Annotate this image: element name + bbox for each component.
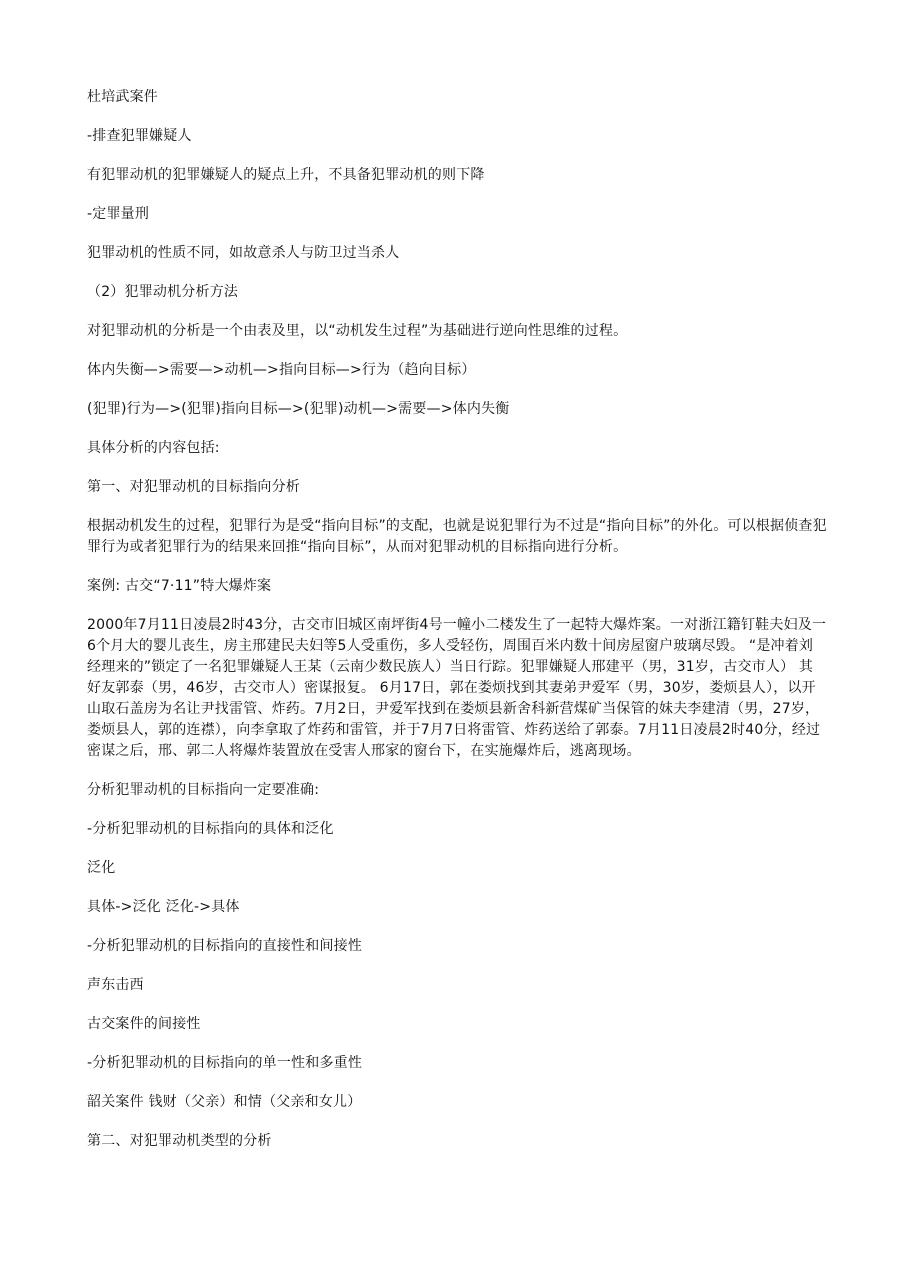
- paragraph-sentencing: -定罪量刑: [87, 206, 150, 222]
- paragraph-gujiao-indirect: 古交案件的间接性: [87, 1016, 201, 1032]
- paragraph-specific-vs-general: -分析犯罪动机的目标指向的具体和泛化: [87, 821, 334, 837]
- paragraph-direct-vs-indirect: -分析犯罪动机的目标指向的直接性和间接性: [87, 938, 363, 954]
- paragraph-accuracy-note: 分析犯罪动机的目标指向一定要准确:: [87, 782, 320, 798]
- paragraph-forward-chain: 体内失衡—>需要—>动机—>指向目标—>行为（趋向目标）: [87, 362, 476, 378]
- paragraph-case-example-body: 2000年7月11日凌晨2时43分，古交市旧城区南坪街4号一幢小二楼发生了一起特大爆炸案。一对浙江籍钉鞋夫妇及一6个月大的婴儿丧生，房主邢建民夫妇等5人受重伤，多人受轻伤，周围百米内数十间房屋窗户玻璃尽毁。 “是冲着刘经理来的”锁定了一名犯罪嫌疑人王某（云南少数民族人）当日行踪。犯罪嫌疑人邢建平（男，31岁，古交市人） 其好友郭泰（男，46岁，古交市人）密谋报复。 6月17日，郭在娄烦找到其妻弟尹爱军（男，30岁，娄烦县人），以开山取石盖房为名让尹找雷管、炸药。7月2日，尹爱军找到在娄烦县新舍科新营煤矿当保管的妹夫李建清（男，27岁，娄烦县人，郭的连襟），向李拿取了炸药和雷管，并于7月7日将雷管、炸药送给了郭泰。7月11日凌晨2时40分，经过密谋之后，邢、郭二人将爆炸装置放在受害人邢家的窗台下，在实施爆炸后，逃离现场。: [87, 617, 827, 759]
- paragraph-motive-nature: 犯罪动机的性质不同，如故意杀人与防卫过当杀人: [87, 245, 400, 261]
- paragraph-suspect-screening: -排查犯罪嫌疑人: [87, 128, 192, 144]
- section-heading-motive-types: 第二、对犯罪动机类型的分析: [87, 1133, 272, 1149]
- paragraph-analysis-contents: 具体分析的内容包括:: [87, 440, 220, 456]
- document-page: [87, 87, 827, 1170]
- paragraph-feint: 声东击西: [87, 977, 144, 993]
- paragraph-specific-general-arrows: 具体->泛化 泛化->具体: [87, 899, 240, 915]
- paragraph-generalization: 泛化: [87, 860, 116, 876]
- paragraph-single-vs-multiple: -分析犯罪动机的目标指向的单一性和多重性: [87, 1055, 363, 1071]
- paragraph-suspicion-rule: 有犯罪动机的犯罪嫌疑人的疑点上升，不具备犯罪动机的则下降: [87, 167, 485, 183]
- paragraph-case-example-title: 案例: 古交“7·11”特大爆炸案: [87, 578, 272, 594]
- paragraph-reverse-chain: (犯罪)行为—>(犯罪)指向目标—>(犯罪)动机—>需要—>体内失衡: [87, 401, 510, 417]
- section-heading-target-analysis: 第一、对犯罪动机的目标指向分析: [87, 479, 300, 495]
- section-heading-analysis-method: （2）犯罪动机分析方法: [87, 284, 239, 300]
- paragraph-case-title: 杜培武案件: [87, 89, 158, 105]
- paragraph-shaoguan-case: 韶关案件 钱财（父亲）和情（父亲和女儿）: [87, 1094, 362, 1110]
- paragraph-target-explanation: 根据动机发生的过程，犯罪行为是受“指向目标”的支配，也就是说犯罪行为不过是“指向目标”的外化。可以根据侦查犯罪行为或者犯罪行为的结果来回推“指向目标”，从而对犯罪动机的目标指向进行分析。: [87, 518, 827, 555]
- paragraph-reverse-thinking: 对犯罪动机的分析是一个由表及里，以“动机发生过程”为基础进行逆向性思维的过程。: [87, 323, 628, 339]
